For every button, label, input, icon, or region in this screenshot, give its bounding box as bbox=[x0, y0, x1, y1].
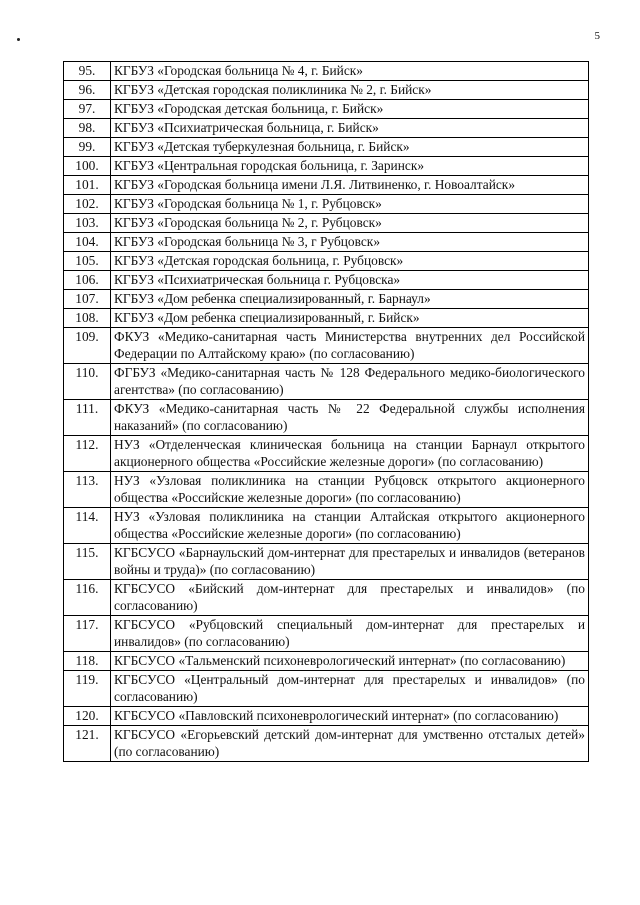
organization-name: КГБСУСО «Рубцовский специальный дом-интернат для престарелых и инвалидов» (по согласованию) bbox=[111, 616, 589, 652]
row-number: 121. bbox=[64, 726, 111, 762]
table-row bbox=[64, 400, 589, 436]
table-row bbox=[64, 544, 589, 580]
organization-name: КГБСУСО «Павловский психоневрологический интернат» (по согласованию) bbox=[111, 707, 589, 726]
row-number: 105. bbox=[64, 252, 111, 271]
organization-name: КГБУЗ «Городская детская больница, г. Бийск» bbox=[111, 100, 589, 119]
row-number: 101. bbox=[64, 176, 111, 195]
row-number: 117. bbox=[64, 616, 111, 652]
organization-name: КГБСУСО «Барнаульский дом-интернат для престарелых и инвалидов (ветеранов войны и труда)» (по согласованию) bbox=[111, 544, 589, 580]
table-row bbox=[64, 271, 589, 290]
table-row bbox=[64, 726, 589, 762]
organization-name: ФКУЗ «Медико-санитарная часть № 22 Федеральной службы исполнения наказаний» (по согласованию) bbox=[111, 400, 589, 436]
page-number: 5 bbox=[594, 30, 600, 42]
row-number: 103. bbox=[64, 214, 111, 233]
organization-name: ФКУЗ «Медико-санитарная часть Министерства внутренних дел Российской Федерации по Алтайскому краю» (по согласованию) bbox=[111, 328, 589, 364]
row-number: 113. bbox=[64, 472, 111, 508]
organization-name: КГБСУСО «Тальменский психоневрологический интернат» (по согласованию) bbox=[111, 652, 589, 671]
row-number: 98. bbox=[64, 119, 111, 138]
table-row bbox=[64, 138, 589, 157]
table-row bbox=[64, 616, 589, 652]
table-row bbox=[64, 472, 589, 508]
row-number: 115. bbox=[64, 544, 111, 580]
table-row bbox=[64, 195, 589, 214]
row-number: 100. bbox=[64, 157, 111, 176]
organization-name: КГБУЗ «Городская больница имени Л.Я. Литвиненко, г. Новоалтайск» bbox=[111, 176, 589, 195]
row-number: 119. bbox=[64, 671, 111, 707]
organization-name: НУЗ «Узловая поликлиника на станции Алтайская открытого акционерного общества «Российские железные дороги» (по согласованию) bbox=[111, 508, 589, 544]
table-row bbox=[64, 309, 589, 328]
table-row bbox=[64, 707, 589, 726]
row-number: 114. bbox=[64, 508, 111, 544]
row-number: 104. bbox=[64, 233, 111, 252]
organization-name: КГБУЗ «Психиатрическая больница г. Рубцовска» bbox=[111, 271, 589, 290]
organization-name: КГБУЗ «Дом ребенка специализированный, г. Бийск» bbox=[111, 309, 589, 328]
row-number: 111. bbox=[64, 400, 111, 436]
table-row bbox=[64, 290, 589, 309]
organization-name: КГБУЗ «Центральная городская больница, г. Заринск» bbox=[111, 157, 589, 176]
row-number: 112. bbox=[64, 436, 111, 472]
row-number: 118. bbox=[64, 652, 111, 671]
table-row bbox=[64, 328, 589, 364]
organization-name: КГБУЗ «Городская больница № 3, г Рубцовск» bbox=[111, 233, 589, 252]
table-row bbox=[64, 233, 589, 252]
row-number: 99. bbox=[64, 138, 111, 157]
row-number: 109. bbox=[64, 328, 111, 364]
scan-speck bbox=[17, 38, 20, 41]
table-row bbox=[64, 119, 589, 138]
organization-name: НУЗ «Узловая поликлиника на станции Рубцовск открытого акционерного общества «Российские железные дороги» (по согласованию) bbox=[111, 472, 589, 508]
table-row bbox=[64, 580, 589, 616]
row-number: 95. bbox=[64, 62, 111, 81]
table-row bbox=[64, 436, 589, 472]
organization-name: КГБСУСО «Егорьевский детский дом-интернат для умственно отсталых детей» (по согласованию) bbox=[111, 726, 589, 762]
organizations-table bbox=[63, 61, 589, 762]
row-number: 106. bbox=[64, 271, 111, 290]
table-row bbox=[64, 508, 589, 544]
organization-name: КГБУЗ «Дом ребенка специализированный, г. Барнаул» bbox=[111, 290, 589, 309]
row-number: 107. bbox=[64, 290, 111, 309]
organization-name: КГБУЗ «Городская больница № 4, г. Бийск» bbox=[111, 62, 589, 81]
organization-name: КГБУЗ «Детская туберкулезная больница, г. Бийск» bbox=[111, 138, 589, 157]
row-number: 96. bbox=[64, 81, 111, 100]
row-number: 110. bbox=[64, 364, 111, 400]
organization-name: КГБУЗ «Городская больница № 1, г. Рубцовск» bbox=[111, 195, 589, 214]
row-number: 102. bbox=[64, 195, 111, 214]
organization-name: КГБУЗ «Психиатрическая больница, г. Бийск» bbox=[111, 119, 589, 138]
organization-name: НУЗ «Отделенческая клиническая больница на станции Барнаул открытого акционерного общества «Российские железные дороги» (по согласованию) bbox=[111, 436, 589, 472]
table-row bbox=[64, 62, 589, 81]
table-row bbox=[64, 214, 589, 233]
table-row bbox=[64, 252, 589, 271]
organization-name: КГБУЗ «Детская городская поликлиника № 2, г. Бийск» bbox=[111, 81, 589, 100]
row-number: 108. bbox=[64, 309, 111, 328]
organization-name: КГБУЗ «Городская больница № 2, г. Рубцовск» bbox=[111, 214, 589, 233]
organization-name: ФГБУЗ «Медико-санитарная часть № 128 Федерального медико-биологического агентства» (по согласованию) bbox=[111, 364, 589, 400]
table-row bbox=[64, 157, 589, 176]
table-row bbox=[64, 81, 589, 100]
row-number: 97. bbox=[64, 100, 111, 119]
table-row bbox=[64, 176, 589, 195]
row-number: 120. bbox=[64, 707, 111, 726]
organization-name: КГБСУСО «Центральный дом-интернат для престарелых и инвалидов» (по согласованию) bbox=[111, 671, 589, 707]
table-row bbox=[64, 671, 589, 707]
organization-name: КГБУЗ «Детская городская больница, г. Рубцовск» bbox=[111, 252, 589, 271]
table-row bbox=[64, 652, 589, 671]
table-body bbox=[64, 62, 589, 762]
table-row bbox=[64, 100, 589, 119]
table-row bbox=[64, 364, 589, 400]
row-number: 116. bbox=[64, 580, 111, 616]
organization-name: КГБСУСО «Бийский дом-интернат для престарелых и инвалидов» (по согласованию) bbox=[111, 580, 589, 616]
